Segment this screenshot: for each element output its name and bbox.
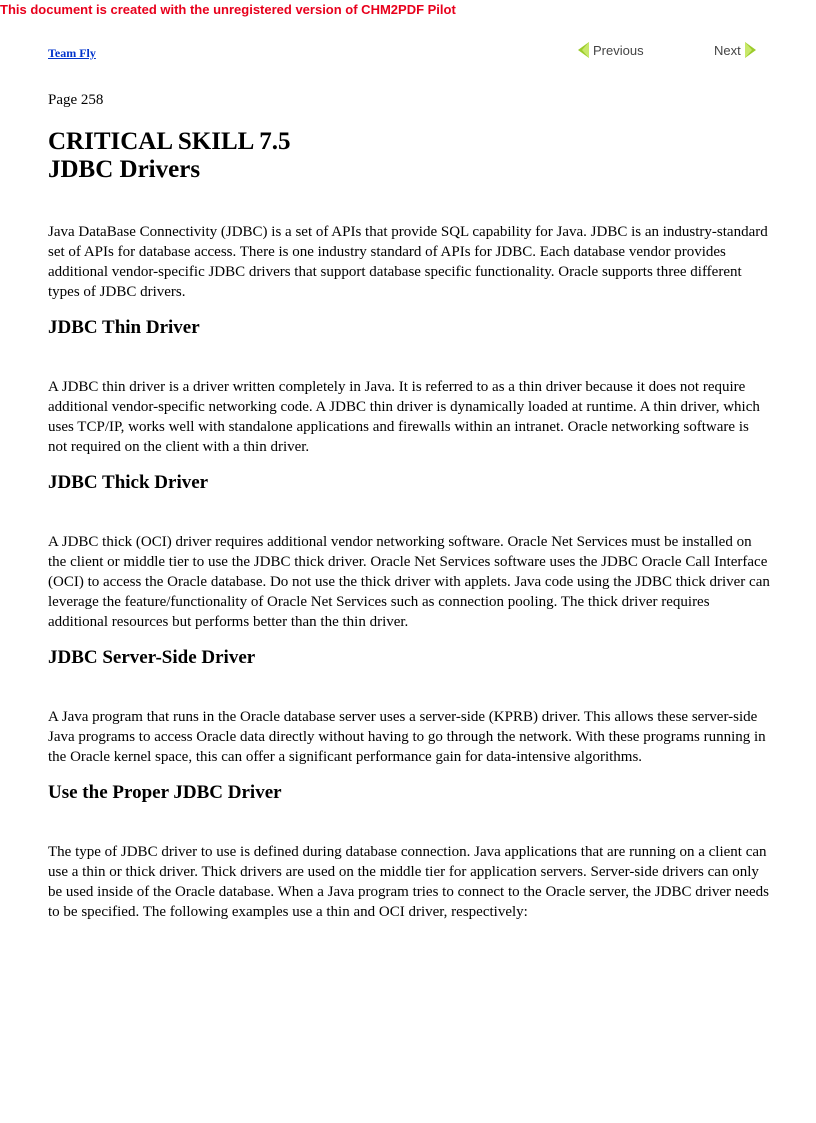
section-heading: JDBC Thin Driver [48,317,200,338]
previous-arrow-icon [578,42,589,58]
section-heading: JDBC Server-Side Driver [48,647,256,668]
section-paragraph: A Java program that runs in the Oracle database server uses a server-side (KPRB) driver. This allows these server-side Java programs to access Oracle data directly without having to go through the network. With these programs running in the Oracle kernel space, this can offer a significant performance gain for data-intensive algorithms. [48,709,766,765]
next-arrow-icon [745,42,756,58]
previous-button[interactable] [578,41,644,59]
section-heading: JDBC Thick Driver [48,472,209,493]
intro-paragraph: Java DataBase Connectivity (JDBC) is a set of APIs that provide SQL capability for Java. JDBC is an industry-standard set of APIs for database access. There is one industry standard of APIs for JDBC. Each database vendor provides additional vendor-specific JDBC drivers that support database specific functionality. Oracle supports three different types of JDBC drivers. [48,224,768,300]
title-line-2: JDBC Drivers [48,156,201,183]
title-line-1: CRITICAL SKILL 7.5 [48,128,291,155]
team-fly-link[interactable]: Team Fly [48,46,96,60]
section-paragraph: A JDBC thin driver is a driver written completely in Java. It is referred to as a thin driver because it does not require additional vendor-specific networking code. A JDBC thin driver is dynamically loaded at runtime. A thin driver, which uses TCP/IP, works well with standalone applications and firewalls within an intranet. Oracle networking software is not required on the client with a thin driver. [48,379,760,455]
section-paragraph: A JDBC thick (OCI) driver requires additional vendor networking software. Oracle Net Services must be installed on the client or middle tier to use the JDBC thick driver. Oracle Net Services software uses the JDBC Oracle Call Interface (OCI) to access the Oracle database. Do not use the thick driver with applets. Java code using the JDBC thick driver can leverage the feature/functionality of Oracle Net Services such as connection pooling. The thick driver requires additional resources but performs better than the thin driver. [48,534,770,630]
previous-label: Previous [593,42,644,58]
document-body [48,222,770,922]
page-number: Page 258 [48,92,104,108]
section-paragraph: The type of JDBC driver to use is defined during database connection. Java applications that are running on a client can use a thin or thick driver. Thick drivers are used on the middle tier for application servers. Server-side drivers can only be used inside of the Oracle database. When a Java program tries to connect to the Oracle server, the JDBC driver needs to be specified. The following examples use a thin and OCI driver, respectively: [48,844,769,920]
section-heading: Use the Proper JDBC Driver [48,782,282,803]
next-button[interactable] [714,41,756,59]
next-label: Next [714,42,741,58]
watermark-banner: This document is created with the unregistered version of CHM2PDF Pilot [0,2,456,17]
page-title [48,128,290,184]
